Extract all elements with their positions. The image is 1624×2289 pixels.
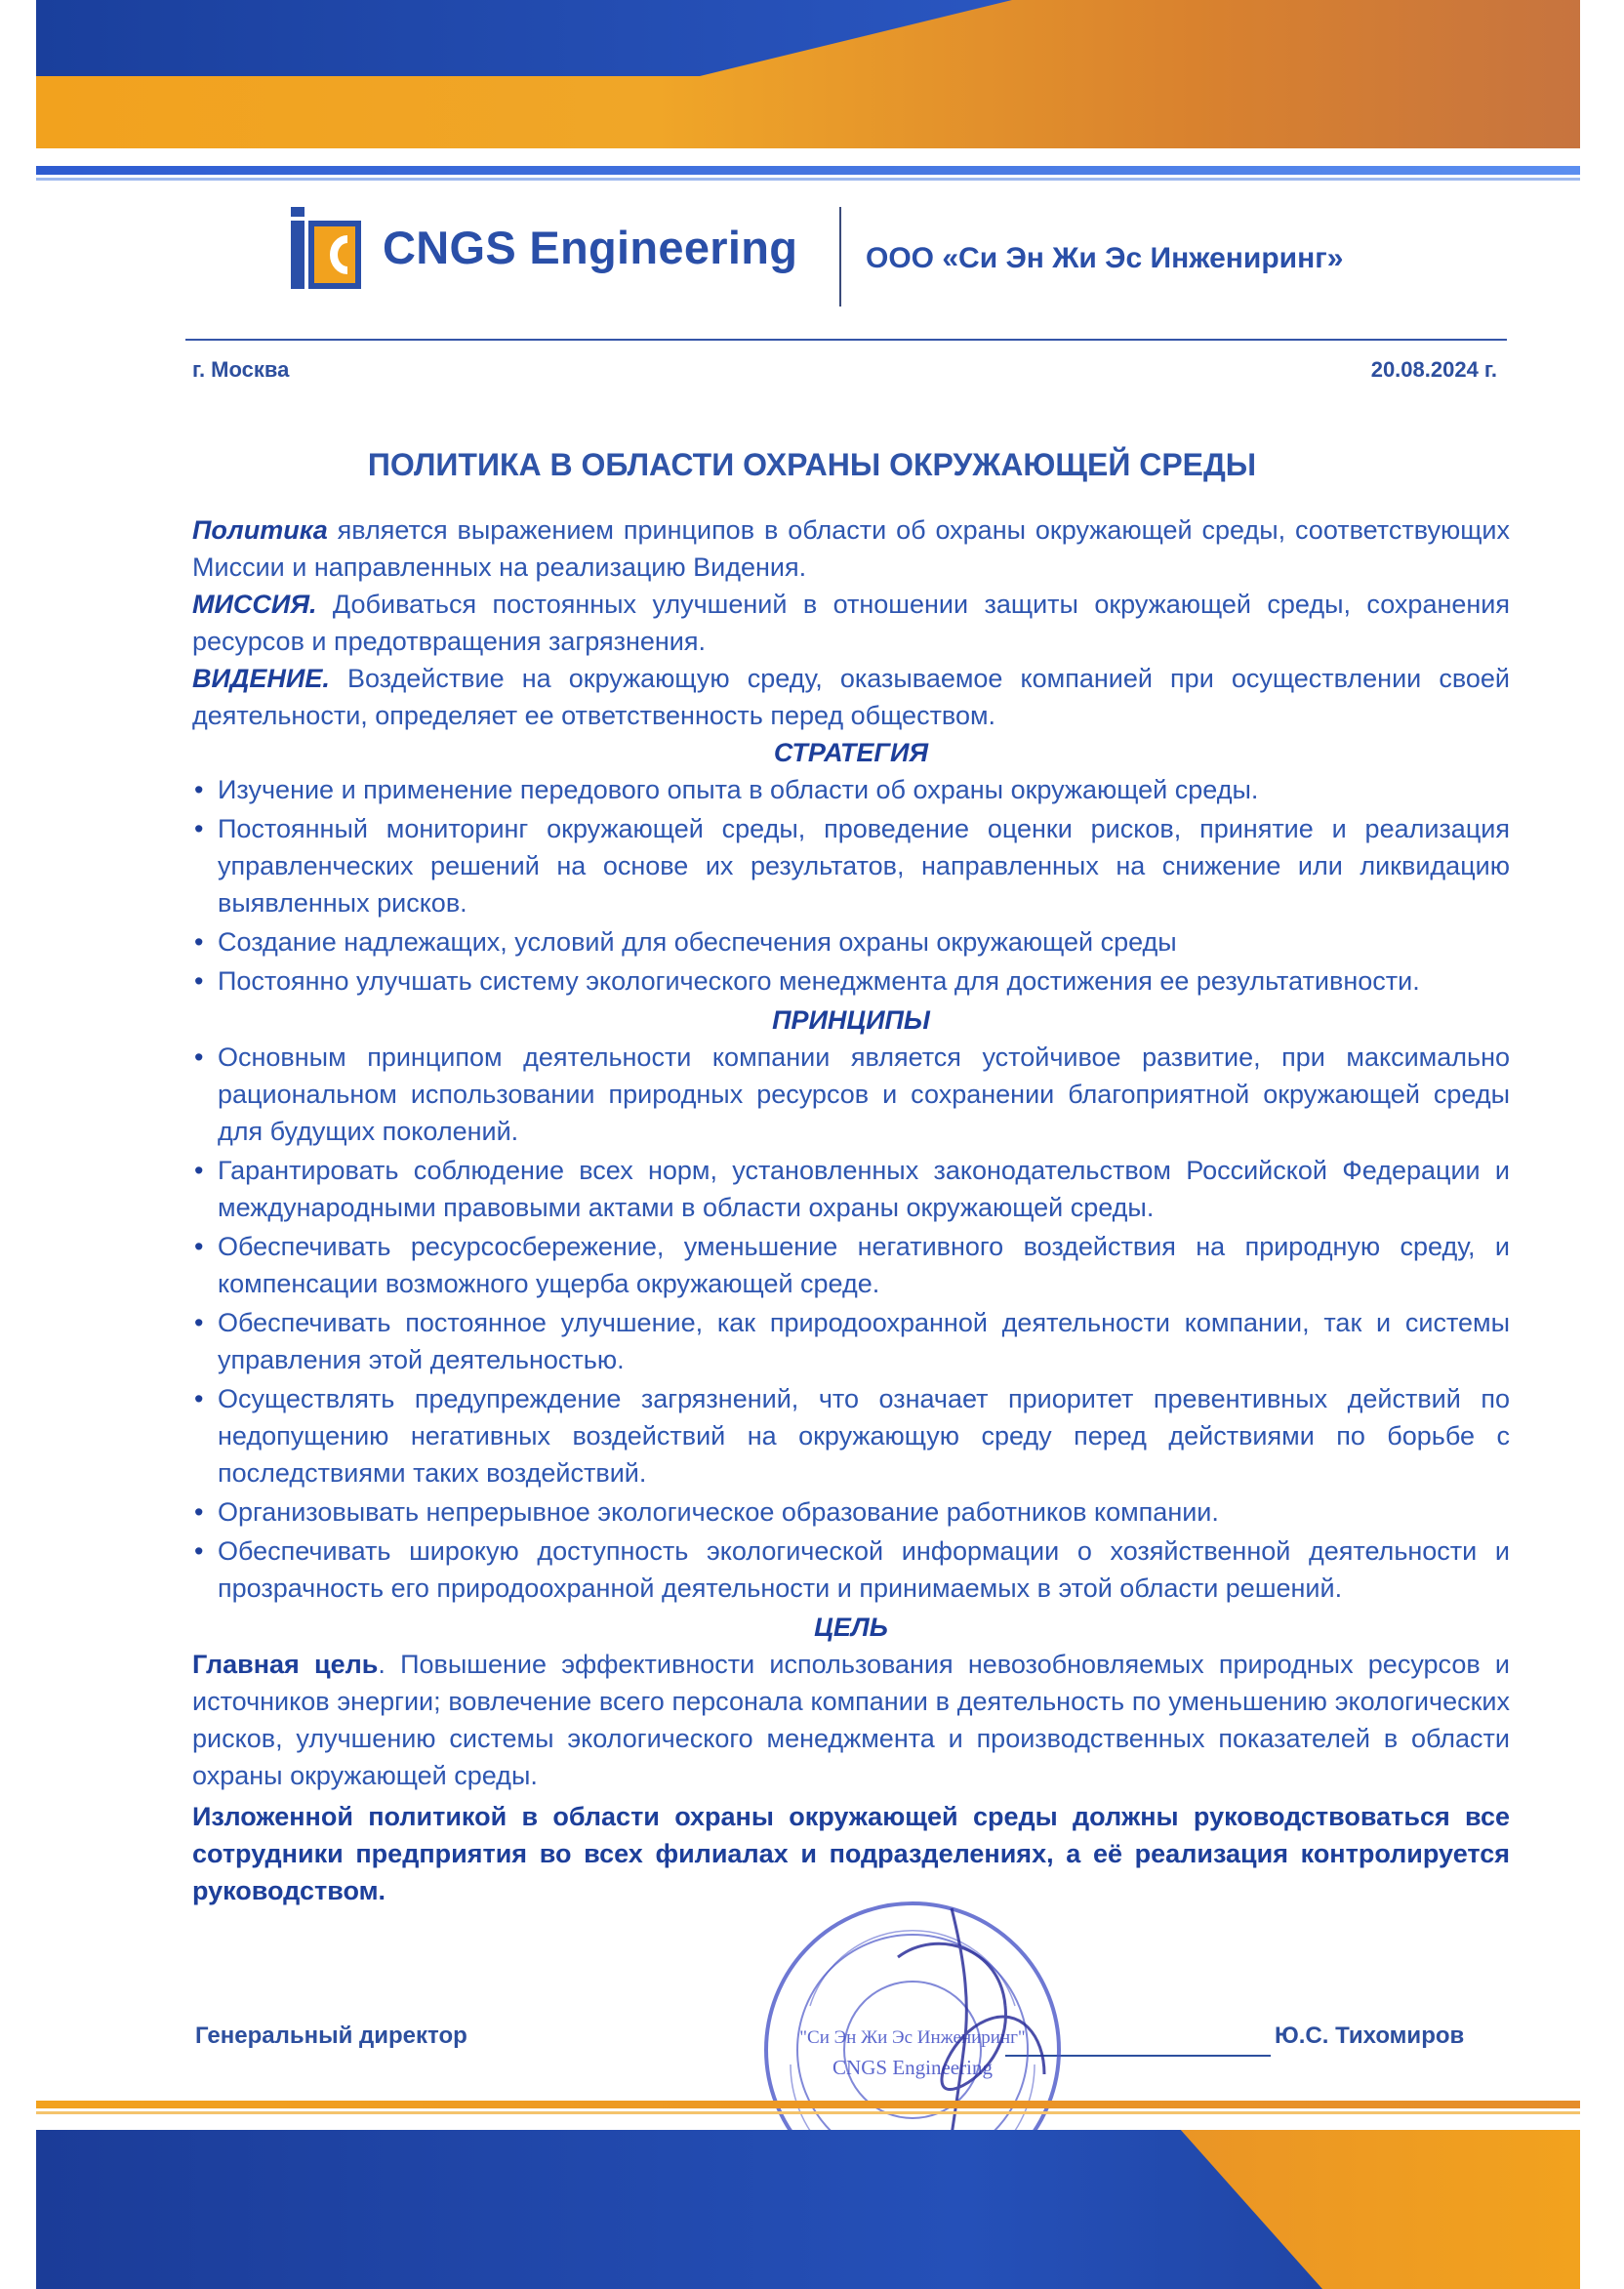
- list-item: • Обеспечивать постоянное улучшение, как природоохранной деятельности компании, так и системы управления этой деятельностью.: [192, 1304, 1510, 1378]
- principles-list: [192, 1039, 1510, 1607]
- top-band-blue-wedge: [36, 0, 1012, 76]
- signatory-name: Ю.С. Тихомиров: [1275, 2023, 1465, 2049]
- logo-wordmark: CNGS Engineering: [383, 222, 798, 273]
- list-item: • Постоянный мониторинг окружающей среды, проведение оценки рисков, принятие и реализация управленческих решений на основе их результатов, направленных на снижение или ликвидацию выявленных рисков.: [192, 810, 1510, 921]
- mission-paragraph: [192, 586, 1510, 660]
- policy-term: Политика: [192, 515, 328, 545]
- policy-text: является выражением принципов в области об охраны окружающей среды, соответствующих Миссии и направленных на реализацию Видения.: [192, 515, 1510, 582]
- list-item: • Организовывать непрерывное экологическое образование работников компании.: [192, 1493, 1510, 1531]
- list-item: • Осуществлять предупреждение загрязнений, что означает приоритет превентивных действий по недопущению негативных воздействий на окружающую среду перед действиями по борьбе с последствиями таких воздействий.: [192, 1380, 1510, 1492]
- bottom-decorative-band: [36, 2130, 1580, 2289]
- principles-heading: ПРИНЦИПЫ: [772, 1005, 930, 1035]
- mission-text: Добиваться постоянных улучшений в отношении защиты окружающей среды, сохранения ресурсов и предотвращения загрязнения.: [192, 590, 1510, 656]
- bottom-orange-stripe: [36, 2101, 1580, 2108]
- cngs-logo-icon: [291, 207, 361, 289]
- goal-term: Главная цель: [192, 1650, 379, 1679]
- vision-term: ВИДЕНИЕ.: [192, 664, 330, 693]
- list-item: • Изучение и применение передового опыта в области об охраны окружающей среды.: [192, 771, 1510, 808]
- goal-text: . Повышение эффективности использования невозобновляемых природных ресурсов и источников энергии; вовлечение всего персонала компании в деятельность по уменьшению экологических рисков, улучшению системы экологического менеджмента и производственных показателей в области охраны окружающей среды.: [192, 1650, 1511, 1790]
- vision-text: Воздействие на окружающую среду, оказываемое компанией при осуществлении своей деятельности, определяет ее ответственность перед обществом.: [192, 664, 1510, 730]
- closing-statement: Изложенной политикой в области охраны окружающей среды должны руководствоваться все сотрудники предприятия во всех филиалах и подразделениях, а её реализация контролируется руководством.: [192, 1802, 1510, 1905]
- document-title: ПОЛИТИКА В ОБЛАСТИ ОХРАНЫ ОКРУЖАЮЩЕЙ СРЕДЫ: [367, 447, 1257, 482]
- header-divider: [839, 207, 841, 307]
- list-item: • Обеспечивать ресурсосбережение, уменьшение негативного воздействия на природную среду, и компенсации возможного ущерба окружающей среде.: [192, 1228, 1510, 1302]
- top-light-stripe: [36, 178, 1580, 181]
- list-item: • Основным принципом деятельности компании является устойчивое развитие, при максимально рациональном использовании природных ресурсов и сохранении благоприятной окружающей среды для будущих поколений.: [192, 1039, 1510, 1150]
- signatory-title: Генеральный директор: [195, 2023, 467, 2049]
- goal-heading: ЦЕЛЬ: [814, 1613, 888, 1642]
- document-date: 20.08.2024 г.: [1370, 357, 1497, 382]
- stamp-line-1: "Си Эн Жи Эс Инжениринг": [799, 2027, 1026, 2048]
- top-blue-stripe: [36, 166, 1580, 175]
- strategy-heading: СТРАТЕГИЯ: [773, 738, 929, 767]
- city: г. Москва: [192, 357, 290, 382]
- document-body: [192, 511, 1510, 1909]
- list-item: • Гарантировать соблюдение всех норм, установленных законодательством Российской Федерации и международными правовыми актами в области охраны окружающей среды.: [192, 1152, 1510, 1226]
- list-item: • Обеспечивать широкую доступность экологической информации о хозяйственной деятельности и прозрачность его природоохранной деятельности и принимаемых в этой области решений.: [192, 1533, 1510, 1607]
- list-item: • Постоянно улучшать систему экологического менеджмента для достижения ее результативности.: [192, 962, 1510, 1000]
- top-decorative-band: [36, 0, 1580, 148]
- list-item: • Создание надлежащих, условий для обеспечения охраны окружающей среды: [192, 923, 1510, 961]
- goal-paragraph: [192, 1646, 1510, 1794]
- company-name: ООО «Си Эн Жи Эс Инжениринг»: [866, 242, 1344, 274]
- stamp-line-2: CNGS Engineering: [832, 2056, 993, 2079]
- header-rule: [185, 339, 1507, 341]
- policy-paragraph: [192, 511, 1510, 586]
- vision-paragraph: [192, 660, 1510, 734]
- strategy-list: [192, 771, 1510, 1000]
- bottom-band-orange-wedge: [936, 2130, 1580, 2289]
- mission-term: МИССИЯ.: [192, 590, 317, 619]
- bottom-light-stripe: [36, 2111, 1580, 2114]
